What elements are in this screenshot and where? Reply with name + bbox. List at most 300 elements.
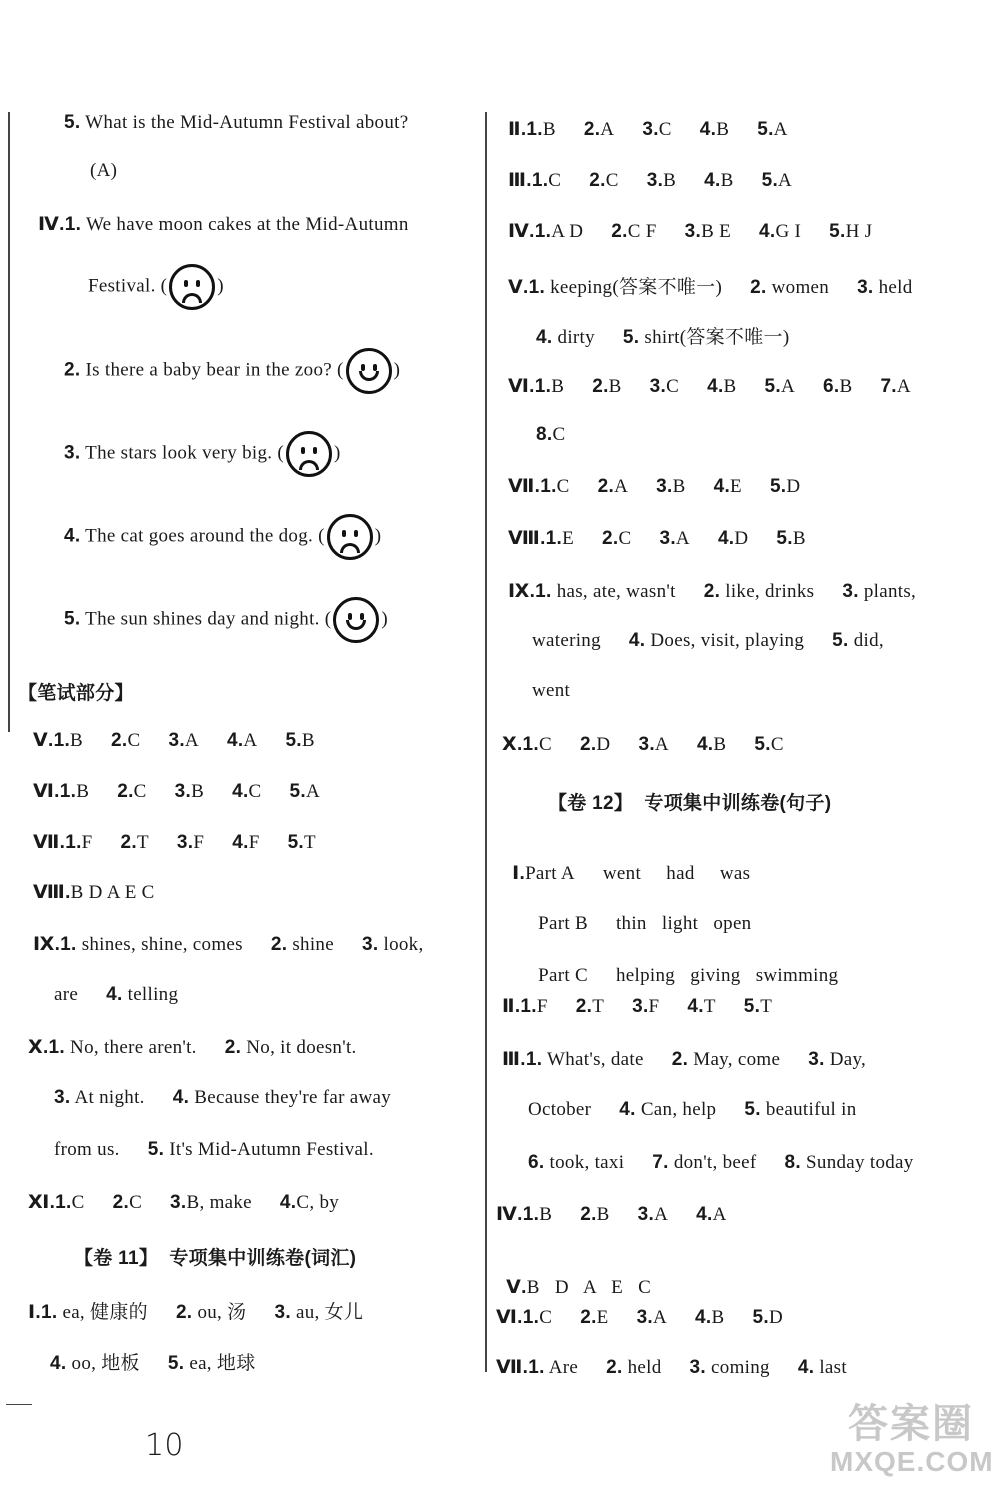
text-right-p12_iii_a-t1: What's, date bbox=[547, 1049, 644, 1070]
text-right-iii-items-0-0: 1. bbox=[531, 170, 549, 191]
right-ix-2 bbox=[532, 630, 884, 652]
happy-face-icon bbox=[333, 597, 379, 643]
text-left-vi-sec: Ⅵ. bbox=[33, 781, 60, 802]
text-left-ix_b-t2: telling bbox=[127, 984, 179, 1005]
text-left-xi-items-3-1: C, by bbox=[296, 1192, 340, 1213]
text-right-p12_iii_b-n2: 4. bbox=[619, 1099, 636, 1120]
text-right-p12_iv-items-0-1: B bbox=[539, 1204, 553, 1225]
text-right-ii-items-3-0: 4. bbox=[699, 119, 717, 140]
text-left-paper11-title: 专项集中训练卷(词汇) bbox=[169, 1248, 357, 1269]
text-left-viii-sec: Ⅷ. bbox=[33, 882, 71, 903]
text-left-viii-text: B D A E C bbox=[70, 882, 155, 903]
text-watermark-cn: 答案圈 bbox=[848, 1402, 974, 1446]
text-left-x_b-n1: 3. bbox=[54, 1087, 71, 1108]
text-right-x-items-2-0: 3. bbox=[638, 734, 655, 755]
text-left-xi-items-1-0: 2. bbox=[112, 1192, 130, 1213]
text-right-vi-items-1-0: 2. bbox=[592, 376, 609, 397]
text-left-l5-text: Is there a baby bear in the zoo? ( bbox=[85, 359, 344, 381]
text-right-ii-items-0-1: B bbox=[542, 119, 556, 140]
text-right-vi-items-5-0: 6. bbox=[823, 376, 840, 397]
text-right-v_b-t1: dirty bbox=[557, 327, 595, 348]
sad-face-icon bbox=[286, 431, 332, 477]
text-right-viii-items-3-0: 4. bbox=[717, 528, 735, 549]
text-right-iv-items-2-1: B E bbox=[701, 221, 731, 242]
left-viii bbox=[33, 881, 155, 904]
text-left-vii-items-0-1: F bbox=[81, 832, 93, 853]
text-right-p12_iii_c-t2: don't, beef bbox=[673, 1152, 757, 1173]
text-left-x_c-t2: It's Mid-Autumn Festival. bbox=[169, 1139, 374, 1160]
text-right-p12_iii_a-n2: 2. bbox=[671, 1049, 689, 1070]
text-right-viii-items-0-0: 1. bbox=[545, 528, 563, 549]
text-left-v-items-3-0: 4. bbox=[226, 730, 244, 751]
text-right-ix_a-t3: plants, bbox=[863, 581, 917, 602]
text-right-p12_iii_a-n1: 1. bbox=[525, 1049, 543, 1070]
paper-12-heading bbox=[548, 788, 831, 815]
text-right-vi-items-3-0: 4. bbox=[707, 376, 724, 397]
text-right-p12_ii-items-2-1: F bbox=[648, 996, 660, 1017]
text-right-vii-items-2-1: B bbox=[672, 476, 686, 497]
right-ix-1 bbox=[508, 580, 916, 603]
text-right-p12_iii_a-n3: 3. bbox=[808, 1049, 825, 1070]
text-left-x_a-sec: Ⅹ. bbox=[28, 1037, 49, 1058]
sad-face-icon bbox=[327, 514, 373, 560]
text-right-ii-items-2-1: C bbox=[658, 119, 672, 140]
text-right-ix_a-n3: 3. bbox=[842, 581, 859, 602]
right-viii bbox=[508, 527, 806, 550]
sad-face-icon bbox=[169, 264, 215, 310]
text-left-xi-items-0-0: 1. bbox=[55, 1192, 72, 1213]
text-right-p12_vi-items-4-0: 5. bbox=[752, 1307, 769, 1328]
text-left-p11_i_a-items-0-1: ea, 健康的 bbox=[62, 1302, 148, 1323]
right-vi-2 bbox=[536, 424, 565, 446]
text-right-iv-items-0-1: A D bbox=[551, 221, 584, 242]
text-right-p12_i_c-label: Part C bbox=[538, 965, 588, 986]
text-left-v-sec: Ⅴ. bbox=[33, 730, 54, 751]
text-right-x-items-0-0: 1. bbox=[522, 734, 539, 755]
text-right-p12_vii-n3: 3. bbox=[689, 1357, 706, 1378]
text-right-viii-items-1-0: 2. bbox=[602, 528, 619, 549]
text-right-viii-sec: Ⅷ. bbox=[508, 528, 546, 549]
text-right-p12_ii-items-0-0: 1. bbox=[520, 996, 537, 1017]
text-left-l3-sec: Ⅳ. bbox=[38, 214, 65, 235]
p11-i-1 bbox=[28, 1297, 363, 1324]
right-ix-3 bbox=[532, 680, 570, 702]
text-right-v_b-t2: shirt(答案不唯一) bbox=[644, 327, 790, 348]
text-left-l4-close: ) bbox=[217, 275, 224, 297]
text-right-v_a-t2: women bbox=[771, 277, 830, 298]
text-right-iv-items-3-0: 4. bbox=[759, 221, 776, 242]
text-right-vii-items-0-1: C bbox=[556, 476, 570, 497]
text-left-written_heading: 【笔试部分】 bbox=[18, 683, 134, 704]
text-right-iii-items-1-1: C bbox=[605, 170, 619, 191]
text-left-p11_i_a-items-1-0: 2. bbox=[175, 1302, 193, 1323]
text-right-p12_iv-items-2-0: 3. bbox=[637, 1204, 655, 1225]
text-right-paper12-tag: 【卷 12】 bbox=[548, 793, 634, 814]
text-right-iv-items-0-0: 1. bbox=[534, 221, 552, 242]
text-left-p11_i_b-items-0-1: oo, 地板 bbox=[71, 1353, 140, 1374]
text-left-l5-close: ) bbox=[393, 359, 401, 381]
text-left-vi-items-3-1: C bbox=[248, 781, 262, 802]
text-left-l7-num: 4. bbox=[64, 525, 81, 547]
text-right-vi-items-0-0: 1. bbox=[534, 376, 552, 397]
left-iv-5 bbox=[64, 597, 388, 643]
text-right-vii-items-4-0: 5. bbox=[769, 476, 787, 497]
text-left-ix_a-n3: 3. bbox=[361, 934, 379, 955]
p12-v bbox=[496, 1254, 651, 1299]
text-left-xi-items-1-1: C bbox=[129, 1192, 143, 1213]
text-right-viii-items-4-1: B bbox=[792, 528, 806, 549]
text-right-p12_iv-items-0-0: 1. bbox=[522, 1204, 540, 1225]
text-right-ix_c-t1: went bbox=[532, 680, 571, 701]
p12-i-a bbox=[502, 840, 750, 885]
watermark-url bbox=[830, 1446, 994, 1478]
text-right-vi-items-3-1: B bbox=[723, 376, 737, 397]
text-right-x-sec: Ⅹ. bbox=[502, 734, 523, 755]
text-right-vi-items-0-1: B bbox=[551, 376, 565, 397]
text-left-v-items-1-1: C bbox=[127, 730, 141, 751]
text-left-vi-items-0-1: B bbox=[76, 781, 90, 802]
text-right-ix_a-n1: 1. bbox=[535, 581, 552, 602]
text-left-vii-items-4-1: T bbox=[304, 832, 316, 853]
text-left-l6-num: 3. bbox=[64, 442, 81, 464]
text-left-l6-text: The stars look very big. ( bbox=[85, 442, 284, 464]
left-x-2 bbox=[54, 1087, 391, 1109]
text-right-vi-items-6-0: 7. bbox=[880, 376, 897, 397]
text-right-p12_vii-t4: last bbox=[819, 1357, 847, 1378]
text-right-p12_vi-items-2-0: 3. bbox=[636, 1307, 654, 1328]
text-right-p12_iii_a-t3: Day, bbox=[829, 1049, 867, 1070]
paper-11-heading bbox=[74, 1243, 356, 1270]
text-right-p12_vi-items-2-1: A bbox=[653, 1307, 668, 1328]
text-left-ix_a-n1: 1. bbox=[60, 934, 77, 955]
left-iv-1-cont bbox=[88, 264, 224, 310]
text-right-viii-items-2-1: A bbox=[675, 528, 690, 549]
text-right-ii-items-2-0: 3. bbox=[642, 119, 659, 140]
text-right-ii-items-1-1: A bbox=[600, 119, 615, 140]
watermark-logo bbox=[848, 1392, 974, 1449]
text-left-xi-items-0-1: C bbox=[71, 1192, 85, 1213]
p12-iii-2 bbox=[528, 1099, 857, 1121]
text-right-ix_a-t2: like, drinks bbox=[725, 581, 815, 602]
text-right-p12_iii_c-n1: 6. bbox=[528, 1152, 545, 1173]
right-vi bbox=[508, 375, 911, 398]
text-right-p12_iii_a-sec: Ⅲ. bbox=[502, 1049, 526, 1070]
center-column-rule bbox=[485, 112, 487, 1372]
text-right-iii-items-2-0: 3. bbox=[646, 170, 664, 191]
text-left-ix_a-sec: Ⅸ. bbox=[33, 934, 61, 955]
text-right-viii-items-0-1: E bbox=[562, 528, 575, 549]
text-right-vi-items-1-1: B bbox=[608, 376, 622, 397]
text-left-p11_i_b-items-0-0: 4. bbox=[50, 1353, 67, 1374]
p12-vi bbox=[496, 1306, 783, 1329]
text-right-p12_vii-n1: 1. bbox=[528, 1357, 545, 1378]
text-left-ix_a-n2: 2. bbox=[270, 934, 288, 955]
text-right-v_a-t1: keeping(答案不唯一) bbox=[550, 277, 723, 298]
right-vii bbox=[508, 475, 800, 498]
text-left-p11_i_a-items-0-0: 1. bbox=[40, 1302, 58, 1323]
text-right-ii-items-0-0: 1. bbox=[526, 119, 543, 140]
text-right-p12_ii-items-1-0: 2. bbox=[575, 996, 593, 1017]
text-left-l3-text: We have moon cakes at the Mid-Autumn bbox=[85, 214, 409, 235]
text-right-vi-items-5-1: B bbox=[839, 376, 853, 397]
text-right-iii-items-0-1: C bbox=[548, 170, 562, 191]
text-right-ix_b-t1: watering bbox=[532, 630, 601, 651]
text-left-p11_i_a-sec: Ⅰ. bbox=[28, 1302, 41, 1323]
text-right-ix_a-t1: has, ate, wasn't bbox=[556, 581, 676, 602]
text-left-x_a-t2: No, it doesn't. bbox=[246, 1037, 357, 1058]
text-right-p12_i_b-words: thin light open bbox=[615, 913, 752, 934]
text-right-p12_ii-sec: Ⅱ. bbox=[502, 996, 521, 1017]
text-left-x_a-n1: 1. bbox=[48, 1037, 65, 1058]
text-right-vi_b-n: 8. bbox=[536, 424, 553, 445]
text-left-vii-items-2-1: F bbox=[193, 832, 205, 853]
left-iv-2 bbox=[64, 348, 400, 394]
text-left-ix_a-t3: look, bbox=[383, 934, 424, 955]
text-left-vi-items-4-0: 5. bbox=[289, 781, 306, 802]
p12-iv bbox=[496, 1203, 727, 1226]
p12-iii-1 bbox=[502, 1048, 866, 1071]
text-right-p12_iv-items-1-0: 2. bbox=[580, 1204, 597, 1225]
text-right-x-items-4-0: 5. bbox=[754, 734, 771, 755]
text-right-ii-sec: Ⅱ. bbox=[508, 119, 527, 140]
text-right-p12_iii_c-n2: 7. bbox=[652, 1152, 669, 1173]
text-right-iii-items-4-0: 5. bbox=[761, 170, 779, 191]
text-left-l5-num: 2. bbox=[64, 359, 81, 381]
text-left-v-items-3-1: A bbox=[243, 730, 258, 751]
text-left-xi-items-3-0: 4. bbox=[279, 1192, 297, 1213]
p12-ii bbox=[502, 995, 772, 1018]
text-right-p12_vi-sec: Ⅵ. bbox=[496, 1307, 523, 1328]
text-right-p12_iv-items-3-1: A bbox=[712, 1204, 727, 1225]
text-right-p12_i_b-label: Part B bbox=[538, 913, 588, 934]
text-right-p12_iii_c-t3: Sunday today bbox=[806, 1152, 914, 1173]
text-right-v_a-n1: 1. bbox=[528, 277, 546, 298]
text-right-p12_vi-items-0-0: 1. bbox=[522, 1307, 540, 1328]
happy-face-icon bbox=[346, 348, 392, 394]
text-left-l3-num: 1. bbox=[64, 214, 82, 235]
left-iv-4 bbox=[64, 514, 381, 560]
left-q5-answer bbox=[90, 160, 117, 182]
text-right-iii-items-3-1: B bbox=[720, 170, 734, 191]
text-right-iv-items-4-0: 5. bbox=[829, 221, 846, 242]
left-iv-3 bbox=[64, 431, 341, 477]
text-right-p12_vii-n2: 2. bbox=[606, 1357, 623, 1378]
text-right-p12_iii_b-t1: October bbox=[528, 1099, 592, 1120]
text-left-l6-close: ) bbox=[333, 442, 341, 464]
left-iv-1 bbox=[38, 213, 409, 236]
text-left-v-items-1-0: 2. bbox=[111, 730, 128, 751]
text-right-ii-items-3-1: B bbox=[716, 119, 730, 140]
text-right-v_b-n2: 5. bbox=[622, 327, 640, 348]
text-left-x_c-n2: 5. bbox=[147, 1139, 165, 1160]
text-right-p12_iii_b-t3: beautiful in bbox=[765, 1099, 857, 1120]
text-left-vi-items-1-1: C bbox=[133, 781, 147, 802]
p12-i-c bbox=[528, 943, 838, 987]
text-left-v-items-0-1: B bbox=[70, 730, 84, 751]
text-left-v-items-2-1: A bbox=[184, 730, 199, 751]
text-left-ix_a-t1: shines, shine, comes bbox=[81, 934, 243, 955]
p12-vii bbox=[496, 1356, 847, 1379]
text-left-l7-close: ) bbox=[374, 525, 382, 547]
left-x-3 bbox=[54, 1139, 374, 1161]
text-right-vii-items-3-0: 4. bbox=[713, 476, 731, 497]
text-right-iv-items-4-1: H J bbox=[845, 221, 873, 242]
text-left-x_b-t2: Because they're far away bbox=[194, 1087, 392, 1108]
text-right-p12_vii-t1: Are bbox=[548, 1357, 579, 1378]
left-vi bbox=[33, 780, 320, 803]
left-v bbox=[33, 729, 315, 752]
text-right-p12_vi-items-1-1: E bbox=[596, 1307, 609, 1328]
text-right-p12_i_a-label: Part A bbox=[525, 863, 575, 884]
text-left-vi-items-4-1: A bbox=[305, 781, 320, 802]
text-left-l1-text: What is the Mid-Autumn Festival about? bbox=[85, 112, 409, 133]
right-ii bbox=[508, 118, 788, 141]
text-left-vii-items-3-1: F bbox=[248, 832, 260, 853]
left-vii bbox=[33, 831, 316, 854]
text-right-p12_i_a-sec: Ⅰ. bbox=[512, 863, 526, 884]
left-ix-1 bbox=[33, 933, 424, 956]
text-right-p12_i_a-words: went had was bbox=[602, 863, 751, 884]
text-right-ix_b-t2: Does, visit, playing bbox=[650, 630, 805, 651]
text-left-ix_b-n2: 4. bbox=[106, 984, 123, 1005]
text-left-vii-items-4-0: 5. bbox=[287, 832, 305, 853]
text-right-vii-items-1-0: 2. bbox=[597, 476, 615, 497]
text-right-p12_iv-items-1-1: B bbox=[596, 1204, 610, 1225]
text-right-viii-items-2-0: 3. bbox=[659, 528, 676, 549]
left-xi bbox=[28, 1191, 339, 1214]
text-right-vii-items-2-0: 3. bbox=[656, 476, 673, 497]
text-left-vi-items-2-1: B bbox=[191, 781, 205, 802]
text-left-xi-sec: Ⅺ. bbox=[28, 1192, 56, 1213]
text-left-l7-text: The cat goes around the dog. ( bbox=[85, 525, 325, 547]
text-right-x-items-3-0: 4. bbox=[696, 734, 714, 755]
text-left-v-items-4-0: 5. bbox=[285, 730, 302, 751]
text-left-l4-text: Festival. ( bbox=[88, 275, 168, 297]
text-right-vi_b-t: C bbox=[552, 424, 566, 445]
text-left-l1-num: 5. bbox=[64, 112, 81, 133]
text-right-ix_b-n3: 5. bbox=[832, 630, 849, 651]
text-left-x_b-n2: 4. bbox=[172, 1087, 190, 1108]
text-right-p12_ii-items-4-0: 5. bbox=[743, 996, 761, 1017]
left-ix-2 bbox=[54, 984, 178, 1006]
text-right-vi-items-4-0: 5. bbox=[764, 376, 781, 397]
text-right-p12_iv-sec: Ⅳ. bbox=[496, 1204, 523, 1225]
text-left-xi-items-2-0: 3. bbox=[170, 1192, 187, 1213]
text-right-p12_ii-items-1-1: T bbox=[592, 996, 605, 1017]
right-x bbox=[502, 733, 784, 756]
text-right-vi-items-2-1: C bbox=[666, 376, 680, 397]
text-right-p12_iv-items-2-1: A bbox=[654, 1204, 669, 1225]
text-left-l8-text: The sun shines day and night. ( bbox=[85, 608, 332, 630]
text-left-x_a-n2: 2. bbox=[224, 1037, 242, 1058]
text-left-v-items-2-0: 3. bbox=[168, 730, 185, 751]
text-right-iii-items-3-0: 4. bbox=[704, 170, 721, 191]
left-x-1 bbox=[28, 1036, 357, 1059]
p12-i-b bbox=[528, 891, 751, 935]
text-right-vii-sec: Ⅶ. bbox=[508, 476, 541, 497]
text-left-l8-num: 5. bbox=[64, 608, 81, 630]
text-right-vii-items-3-1: E bbox=[730, 476, 742, 497]
text-right-ii-items-4-0: 5. bbox=[757, 119, 774, 140]
text-left-v-items-0-0: 1. bbox=[53, 730, 71, 751]
right-v-1 bbox=[508, 272, 913, 299]
text-left-x_a-t1: No, there aren't. bbox=[70, 1037, 197, 1058]
text-right-ix_b-t3: did, bbox=[853, 630, 884, 651]
text-left-l2-text: (A) bbox=[90, 160, 118, 181]
text-right-vii-items-4-1: D bbox=[786, 476, 801, 497]
text-left-x_b-t1: At night. bbox=[74, 1087, 145, 1108]
text-right-p12_ii-items-3-1: T bbox=[703, 996, 716, 1017]
text-right-iv-items-2-0: 3. bbox=[684, 221, 702, 242]
text-right-p12_vi-items-0-1: C bbox=[539, 1307, 553, 1328]
text-right-p12_v-text: B D A E C bbox=[526, 1277, 652, 1298]
text-left-x_c-t1: from us. bbox=[54, 1139, 120, 1160]
text-right-ii-items-1-0: 2. bbox=[583, 119, 601, 140]
text-right-p12_vi-items-4-1: D bbox=[768, 1307, 783, 1328]
text-right-vi-items-4-1: A bbox=[780, 376, 795, 397]
text-right-iv-items-1-0: 2. bbox=[611, 221, 628, 242]
text-watermark-en: MXQE.COM bbox=[830, 1446, 994, 1477]
text-right-x-items-3-1: B bbox=[713, 734, 727, 755]
text-left-vii-items-2-0: 3. bbox=[176, 832, 194, 853]
text-right-vi-items-2-0: 3. bbox=[649, 376, 667, 397]
text-right-x-items-4-1: C bbox=[770, 734, 784, 755]
text-right-p12_i_c-words: helping giving swimming bbox=[615, 965, 839, 986]
right-iv bbox=[508, 220, 872, 243]
text-left-ix_b-t1: are bbox=[54, 984, 79, 1005]
text-left-vi-items-2-0: 3. bbox=[174, 781, 192, 802]
text-left-p11_i_a-items-1-1: ou, 汤 bbox=[197, 1302, 247, 1323]
p12-iii-3 bbox=[528, 1152, 914, 1174]
text-right-p12_iii_c-t1: took, taxi bbox=[549, 1152, 625, 1173]
text-right-v_a-t3: held bbox=[878, 277, 913, 298]
text-right-viii-items-3-1: D bbox=[734, 528, 749, 549]
text-right-p12_vii-n4: 4. bbox=[797, 1357, 815, 1378]
text-right-p12_vi-items-1-0: 2. bbox=[580, 1307, 597, 1328]
text-left-xi-items-2-1: B, make bbox=[186, 1192, 252, 1213]
text-left-p11_i_b-items-1-1: ea, 地球 bbox=[189, 1353, 256, 1374]
written-part-heading bbox=[18, 678, 134, 705]
text-right-vii-items-0-0: 1. bbox=[540, 476, 557, 497]
text-right-ix_a-n2: 2. bbox=[703, 581, 721, 602]
text-right-ix_a-sec: Ⅸ. bbox=[508, 581, 536, 602]
text-right-x-items-2-1: A bbox=[654, 734, 669, 755]
text-left-v-items-4-1: B bbox=[301, 730, 315, 751]
text-right-vi-sec: Ⅵ. bbox=[508, 376, 535, 397]
text-right-p12_iii_b-n3: 5. bbox=[744, 1099, 761, 1120]
text-right-p12_vii-t3: coming bbox=[711, 1357, 770, 1378]
left-margin-rule bbox=[8, 112, 10, 732]
text-right-p12_ii-items-4-1: T bbox=[760, 996, 773, 1017]
text-right-iv-items-1-1: C F bbox=[627, 221, 657, 242]
text-right-p12_iii_c-n3: 8. bbox=[784, 1152, 801, 1173]
text-right-p12_v-sec: Ⅴ. bbox=[506, 1277, 527, 1298]
text-right-x-items-1-0: 2. bbox=[579, 734, 597, 755]
text-left-vii-items-0-0: 1. bbox=[65, 832, 82, 853]
page-number bbox=[145, 1428, 184, 1463]
text-right-p12_vii-sec: Ⅶ. bbox=[496, 1357, 529, 1378]
text-left-vii-sec: Ⅶ. bbox=[33, 832, 66, 853]
text-right-ii-items-4-1: A bbox=[773, 119, 788, 140]
text-right-viii-items-1-1: C bbox=[618, 528, 632, 549]
text-right-v_a-sec: Ⅴ. bbox=[508, 277, 529, 298]
text-right-p12_vi-items-3-0: 4. bbox=[695, 1307, 712, 1328]
text-left-vi-items-1-0: 2. bbox=[117, 781, 134, 802]
text-right-p12_ii-items-2-0: 3. bbox=[632, 996, 649, 1017]
p11-i-2 bbox=[50, 1348, 256, 1375]
text-left-p11_i_a-items-2-1: au, 女儿 bbox=[295, 1302, 364, 1323]
text-right-iii-items-4-1: A bbox=[778, 170, 793, 191]
